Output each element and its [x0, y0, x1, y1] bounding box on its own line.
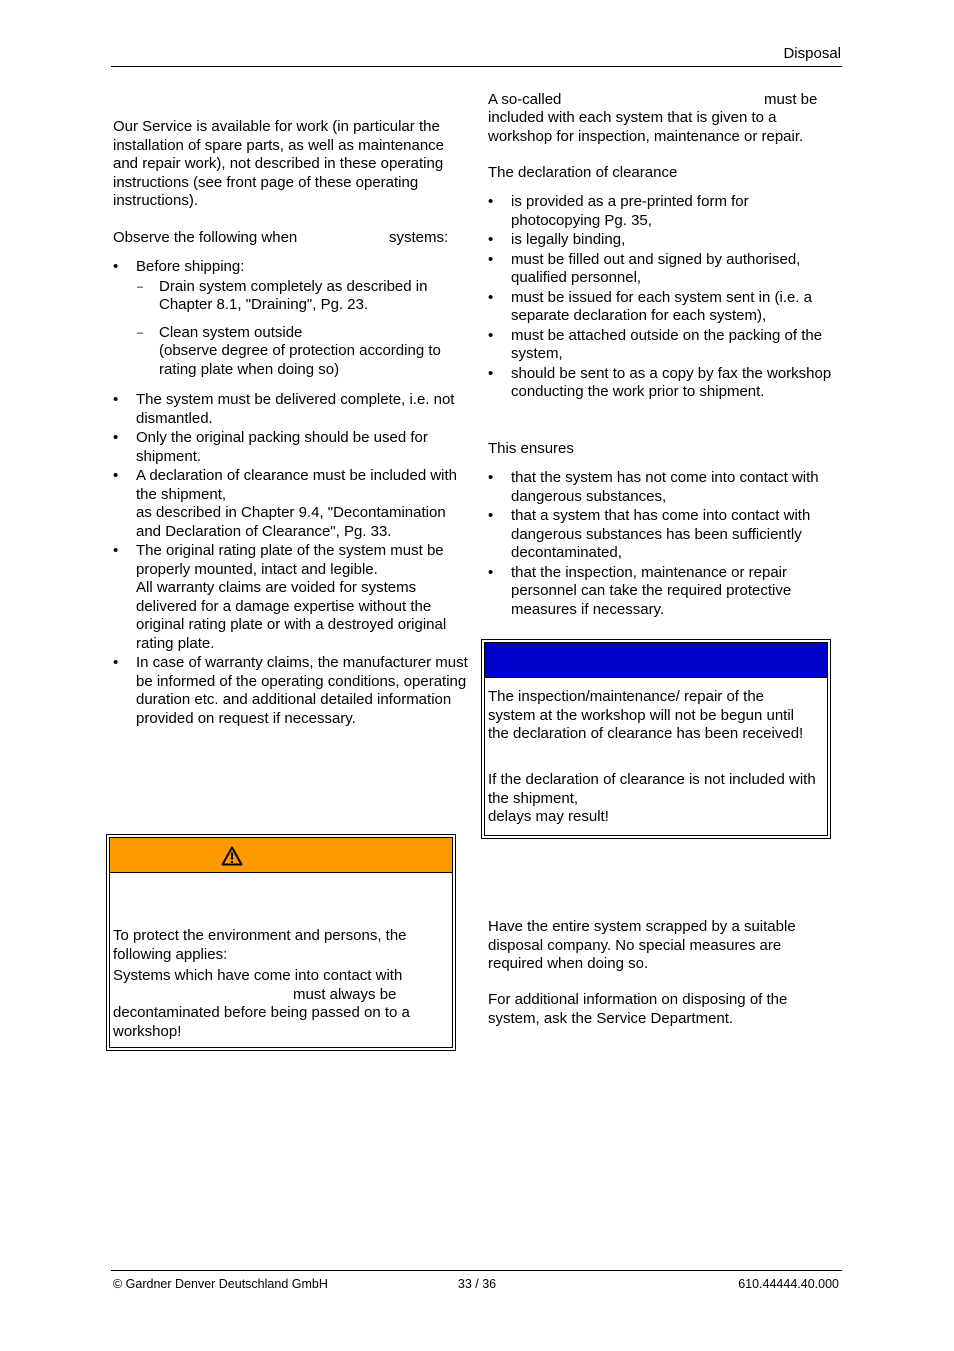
note-box [481, 639, 831, 839]
list-item: • The system must be delivered complete, i.e. not dismantled. [113, 391, 469, 428]
footer-rule [111, 1270, 842, 1271]
note-paragraph-2: If the declaration of clearance is not included with the shipment, delays may result! [488, 771, 816, 825]
requirements-list [113, 391, 469, 729]
list-item [113, 258, 469, 379]
warning-line-2-mid: must always be [293, 985, 397, 1003]
must-be-text: must be [764, 91, 818, 108]
warning-line-1: To protect the environment and persons, the following applies: [113, 927, 407, 963]
list-item: • that the system has not come into contact with dangerous substances, [488, 469, 844, 506]
service-paragraph: Our Service is available for work (in particular the installation of spare parts, as well as maintenance and repair work), not described in these operating instructions (see front page of these operating instructions). [113, 118, 445, 209]
warning-line-2-start: Systems which have come into contact with [113, 967, 403, 984]
list-item: • Only the original packing should be used for shipment. [113, 429, 469, 466]
list-item: • that a system that has come into contact with dangerous substances has been sufficiently decontaminated, [488, 507, 844, 563]
included-text: included with each system that is given to a workshop for inspection, maintenance or repair. [488, 109, 804, 145]
declaration-list [488, 193, 840, 403]
list-item: • must be issued for each system sent in (i.e. a separate declaration for each system), [488, 289, 840, 326]
list-item: • is legally binding, [488, 231, 840, 250]
observe-tail: systems: [389, 229, 449, 246]
warning-header [110, 838, 452, 873]
note-paragraph-1: The inspection/maintenance/ repair of the system at the workshop will not be begun until the declaration of clearance has been received! [488, 688, 804, 742]
observe-lead: Observe the following when [113, 229, 298, 246]
list-item: • The original rating plate of the system must be properly mounted, intact and legible. All warranty claims are voided for systems delivered for a damage expertise without the original rating plate or with a destroyed original rating plate. [113, 542, 469, 653]
list-item: • must be attached outside on the packing of the system, [488, 327, 840, 364]
footer-doc-number: 610.44444.40.000 [738, 1277, 839, 1291]
observe-line [113, 229, 468, 248]
list-item: • A declaration of clearance must be included with the shipment, as described in Chapter 9.4, "Decontamination and Declaration of Clearance", Pg. 33. [113, 467, 469, 541]
so-called-line [488, 91, 838, 110]
footer-page-number: 33 / 36 [457, 1277, 497, 1291]
sub-list-item: – Drain system completely as described in Chapter 8.1, "Draining", Pg. 23. [136, 278, 469, 315]
note-header [485, 643, 827, 678]
list-item: • must be filled out and signed by authorised, qualified personnel, [488, 251, 840, 288]
list-item: • is provided as a pre-printed form for photocopying Pg. 35, [488, 193, 840, 230]
scrap-paragraph: Have the entire system scrapped by a suitable disposal company. No special measures are required when doing so. [488, 918, 796, 972]
so-called-text: A so-called [488, 91, 562, 108]
header-rule [111, 66, 842, 67]
list-item: • should be sent to as a copy by fax the workshop conducting the work prior to shipment. [488, 365, 840, 402]
declaration-intro: The declaration of clearance [488, 164, 678, 181]
list-item: • that the inspection, maintenance or repair personnel can take the required protective measures if necessary. [488, 564, 844, 620]
ensures-intro: This ensures [488, 440, 574, 457]
ensures-list [488, 469, 844, 620]
running-header [700, 45, 841, 62]
list-item: • In case of warranty claims, the manufacturer must be informed of the operating conditions, operating duration etc. and additional detailed information provided on request if necessary. [113, 654, 469, 728]
warning-triangle-icon [221, 846, 243, 866]
section-title: Disposal [783, 45, 841, 62]
warning-box [106, 834, 456, 1051]
before-shipping-label: Before shipping: [136, 258, 245, 275]
warning-line-2 [113, 967, 448, 1041]
warning-line-2-end: decontaminated before being passed on to a workshop! [113, 1004, 410, 1040]
shipping-list [113, 258, 469, 388]
info-paragraph: For additional information on disposing of the system, ask the Service Department. [488, 991, 788, 1027]
sub-list-item: – Clean system outside (observe degree of protection according to rating plate when doing so) [136, 324, 469, 380]
footer-copyright: © Gardner Denver Deutschland GmbH [113, 1277, 328, 1291]
